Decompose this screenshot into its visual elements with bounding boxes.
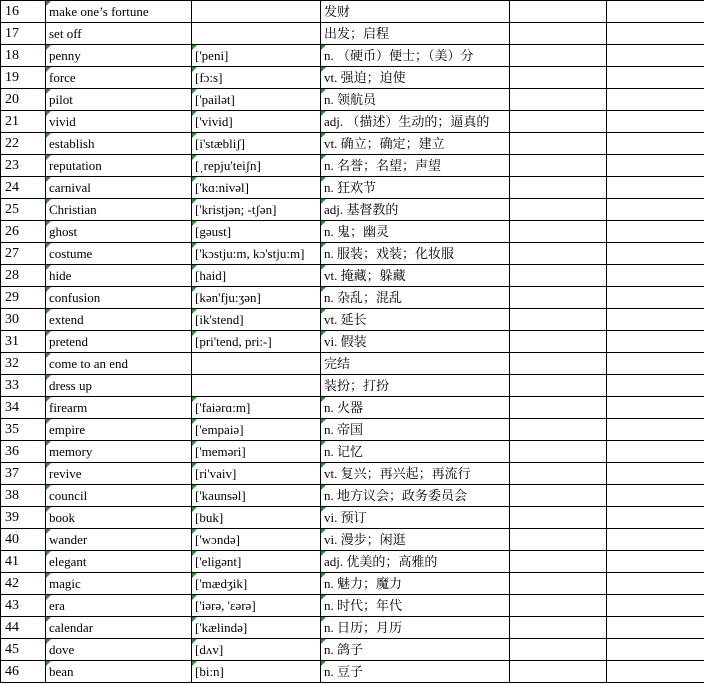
row-number[interactable]: 26 <box>1 221 46 243</box>
empty-cell[interactable] <box>510 353 607 375</box>
phonetic-cell[interactable]: ['mædʒik] <box>192 573 321 595</box>
row-number[interactable]: 22 <box>1 133 46 155</box>
phonetic-cell[interactable]: ['eligənt] <box>192 551 321 573</box>
meaning-cell[interactable]: n. 杂乱；混乱 <box>321 287 510 309</box>
meaning-cell[interactable]: vt. 复兴；再兴起；再流行 <box>321 463 510 485</box>
word-cell[interactable]: memory <box>46 441 192 463</box>
table-row <box>1 507 704 529</box>
table-row <box>1 67 704 89</box>
phonetic-cell[interactable]: [ˌrepju'teiʃn] <box>192 155 321 177</box>
table-row <box>1 397 704 419</box>
empty-cell[interactable] <box>607 133 704 155</box>
phonetic-cell[interactable]: ['kaunsəl] <box>192 485 321 507</box>
word-cell[interactable]: make one’s fortune <box>46 1 192 23</box>
phonetic-cell[interactable] <box>192 23 321 45</box>
empty-cell[interactable] <box>607 111 704 133</box>
empty-cell[interactable] <box>607 1 704 23</box>
table-row <box>1 573 704 595</box>
table-row <box>1 551 704 573</box>
table-row <box>1 331 704 353</box>
empty-cell[interactable] <box>510 111 607 133</box>
empty-cell[interactable] <box>607 595 704 617</box>
phonetic-cell[interactable]: ['vivid] <box>192 111 321 133</box>
meaning-cell[interactable]: n. 服装；戏装；化妆服 <box>321 243 510 265</box>
meaning-cell[interactable]: vi. 预订 <box>321 507 510 529</box>
row-number[interactable]: 46 <box>1 661 46 683</box>
empty-cell[interactable] <box>607 375 704 397</box>
empty-cell[interactable] <box>510 639 607 661</box>
row-number[interactable]: 21 <box>1 111 46 133</box>
row-number[interactable]: 44 <box>1 617 46 639</box>
empty-cell[interactable] <box>607 155 704 177</box>
empty-cell[interactable] <box>607 353 704 375</box>
empty-cell[interactable] <box>510 397 607 419</box>
meaning-cell[interactable]: n. 记忆 <box>321 441 510 463</box>
table-row <box>1 155 704 177</box>
row-number[interactable]: 38 <box>1 485 46 507</box>
empty-cell[interactable] <box>510 45 607 67</box>
table-row <box>1 463 704 485</box>
empty-cell[interactable] <box>510 243 607 265</box>
phonetic-cell[interactable]: [i'stæbliʃ] <box>192 133 321 155</box>
word-cell[interactable]: wander <box>46 529 192 551</box>
empty-cell[interactable] <box>510 133 607 155</box>
empty-cell[interactable] <box>510 551 607 573</box>
word-cell[interactable]: pilot <box>46 89 192 111</box>
phonetic-cell[interactable]: [buk] <box>192 507 321 529</box>
phonetic-cell[interactable]: [bi:n] <box>192 661 321 683</box>
row-number[interactable]: 40 <box>1 529 46 551</box>
phonetic-cell[interactable]: [ik'stend] <box>192 309 321 331</box>
meaning-cell[interactable]: adj. （描述）生动的；逼真的 <box>321 111 510 133</box>
row-number[interactable]: 30 <box>1 309 46 331</box>
empty-cell[interactable] <box>607 419 704 441</box>
meaning-cell[interactable]: n. 名誉；名望；声望 <box>321 155 510 177</box>
table-row <box>1 221 704 243</box>
row-number[interactable]: 17 <box>1 23 46 45</box>
empty-cell[interactable] <box>510 507 607 529</box>
word-cell[interactable]: come to an end <box>46 353 192 375</box>
phonetic-cell[interactable]: ['empaiə] <box>192 419 321 441</box>
empty-cell[interactable] <box>607 507 704 529</box>
meaning-cell[interactable]: vt. 掩藏；躲藏 <box>321 265 510 287</box>
empty-cell[interactable] <box>510 155 607 177</box>
word-cell[interactable]: confusion <box>46 287 192 309</box>
word-cell[interactable]: penny <box>46 45 192 67</box>
word-cell[interactable]: magic <box>46 573 192 595</box>
empty-cell[interactable] <box>607 573 704 595</box>
row-number[interactable]: 16 <box>1 1 46 23</box>
phonetic-cell[interactable]: ['pailət] <box>192 89 321 111</box>
row-number[interactable]: 37 <box>1 463 46 485</box>
table-row <box>1 441 704 463</box>
word-cell[interactable]: pretend <box>46 331 192 353</box>
word-cell[interactable]: dove <box>46 639 192 661</box>
table-row <box>1 595 704 617</box>
word-cell[interactable]: era <box>46 595 192 617</box>
empty-cell[interactable] <box>607 529 704 551</box>
meaning-cell[interactable]: vi. 漫步；闲逛 <box>321 529 510 551</box>
table-row <box>1 177 704 199</box>
row-number[interactable]: 45 <box>1 639 46 661</box>
phonetic-cell[interactable]: [fɔ:s] <box>192 67 321 89</box>
empty-cell[interactable] <box>510 67 607 89</box>
word-cell[interactable]: hide <box>46 265 192 287</box>
phonetic-cell[interactable]: ['faiərɑ:m] <box>192 397 321 419</box>
word-cell[interactable]: set off <box>46 23 192 45</box>
meaning-cell[interactable]: 装扮；打扮 <box>321 375 510 397</box>
empty-cell[interactable] <box>510 89 607 111</box>
empty-cell[interactable] <box>510 661 607 683</box>
table-row <box>1 111 704 133</box>
phonetic-cell[interactable] <box>192 375 321 397</box>
table-row <box>1 1 704 23</box>
empty-cell[interactable] <box>510 331 607 353</box>
table-row <box>1 639 704 661</box>
word-cell[interactable]: extend <box>46 309 192 331</box>
row-number[interactable]: 35 <box>1 419 46 441</box>
table-row <box>1 265 704 287</box>
empty-cell[interactable] <box>510 617 607 639</box>
empty-cell[interactable] <box>607 397 704 419</box>
meaning-cell[interactable]: n. （硬币）便士；（美）分 <box>321 45 510 67</box>
meaning-cell[interactable]: n. 狂欢节 <box>321 177 510 199</box>
word-cell[interactable]: book <box>46 507 192 529</box>
word-cell[interactable]: empire <box>46 419 192 441</box>
table-row <box>1 309 704 331</box>
row-number[interactable]: 20 <box>1 89 46 111</box>
table-row <box>1 529 704 551</box>
word-cell[interactable]: calendar <box>46 617 192 639</box>
empty-cell[interactable] <box>510 265 607 287</box>
meaning-cell[interactable]: n. 地方议会；政务委员会 <box>321 485 510 507</box>
word-cell[interactable]: bean <box>46 661 192 683</box>
empty-cell[interactable] <box>510 529 607 551</box>
word-cell[interactable]: dress up <box>46 375 192 397</box>
word-cell[interactable]: force <box>46 67 192 89</box>
row-number[interactable]: 29 <box>1 287 46 309</box>
empty-cell[interactable] <box>607 661 704 683</box>
empty-cell[interactable] <box>607 309 704 331</box>
row-number[interactable]: 28 <box>1 265 46 287</box>
empty-cell[interactable] <box>607 331 704 353</box>
phonetic-cell[interactable]: ['kristjən; -tʃən] <box>192 199 321 221</box>
empty-cell[interactable] <box>607 265 704 287</box>
row-number[interactable]: 31 <box>1 331 46 353</box>
empty-cell[interactable] <box>510 309 607 331</box>
empty-cell[interactable] <box>510 177 607 199</box>
word-cell[interactable]: elegant <box>46 551 192 573</box>
row-number[interactable]: 43 <box>1 595 46 617</box>
row-number[interactable]: 23 <box>1 155 46 177</box>
empty-cell[interactable] <box>510 199 607 221</box>
phonetic-cell[interactable]: [kən'fju:ʒən] <box>192 287 321 309</box>
meaning-cell[interactable]: n. 豆子 <box>321 661 510 683</box>
phonetic-cell[interactable]: ['peni] <box>192 45 321 67</box>
empty-cell[interactable] <box>607 441 704 463</box>
empty-cell[interactable] <box>510 595 607 617</box>
meaning-cell[interactable]: adj. 优美的；高雅的 <box>321 551 510 573</box>
phonetic-cell[interactable] <box>192 353 321 375</box>
row-number[interactable]: 39 <box>1 507 46 529</box>
table-row <box>1 419 704 441</box>
meaning-cell[interactable]: n. 领航员 <box>321 89 510 111</box>
meaning-cell[interactable]: vt. 强迫；迫使 <box>321 67 510 89</box>
phonetic-cell[interactable]: [pri'tend, pri:-] <box>192 331 321 353</box>
empty-cell[interactable] <box>510 23 607 45</box>
row-number[interactable]: 33 <box>1 375 46 397</box>
word-cell[interactable]: council <box>46 485 192 507</box>
empty-cell[interactable] <box>510 287 607 309</box>
meaning-cell[interactable]: n. 日历；月历 <box>321 617 510 639</box>
meaning-cell[interactable]: n. 帝国 <box>321 419 510 441</box>
meaning-cell[interactable]: 发财 <box>321 1 510 23</box>
empty-cell[interactable] <box>607 89 704 111</box>
table-row <box>1 23 704 45</box>
row-number[interactable]: 42 <box>1 573 46 595</box>
meaning-cell[interactable]: adj. 基督教的 <box>321 199 510 221</box>
row-number[interactable]: 36 <box>1 441 46 463</box>
table-row <box>1 243 704 265</box>
word-cell[interactable]: Christian <box>46 199 192 221</box>
row-number[interactable]: 24 <box>1 177 46 199</box>
word-cell[interactable]: vivid <box>46 111 192 133</box>
phonetic-cell[interactable]: ['kɔstju:m, kɔ'stju:m] <box>192 243 321 265</box>
row-number[interactable]: 27 <box>1 243 46 265</box>
meaning-cell[interactable]: 完结 <box>321 353 510 375</box>
table-row <box>1 45 704 67</box>
phonetic-cell[interactable]: ['kɑ:nivəl] <box>192 177 321 199</box>
word-cell[interactable]: reputation <box>46 155 192 177</box>
row-number[interactable]: 41 <box>1 551 46 573</box>
empty-cell[interactable] <box>510 441 607 463</box>
table-row <box>1 199 704 221</box>
word-cell[interactable]: establish <box>46 133 192 155</box>
empty-cell[interactable] <box>607 287 704 309</box>
empty-cell[interactable] <box>510 221 607 243</box>
table-row <box>1 485 704 507</box>
meaning-cell[interactable]: n. 鬼；幽灵 <box>321 221 510 243</box>
meaning-cell[interactable]: n. 鸽子 <box>321 639 510 661</box>
word-cell[interactable]: costume <box>46 243 192 265</box>
meaning-cell[interactable]: vi. 假装 <box>321 331 510 353</box>
meaning-cell[interactable]: n. 魅力；魔力 <box>321 573 510 595</box>
empty-cell[interactable] <box>510 375 607 397</box>
meaning-cell[interactable]: n. 火器 <box>321 397 510 419</box>
row-number[interactable]: 19 <box>1 67 46 89</box>
table-row <box>1 287 704 309</box>
row-number[interactable]: 34 <box>1 397 46 419</box>
vocabulary-table-body <box>1 1 704 683</box>
empty-cell[interactable] <box>510 573 607 595</box>
table-row <box>1 661 704 683</box>
table-row <box>1 617 704 639</box>
empty-cell[interactable] <box>607 639 704 661</box>
empty-cell[interactable] <box>607 463 704 485</box>
word-cell[interactable]: firearm <box>46 397 192 419</box>
empty-cell[interactable] <box>607 177 704 199</box>
empty-cell[interactable] <box>607 485 704 507</box>
meaning-cell[interactable]: vt. 确立；确定；建立 <box>321 133 510 155</box>
row-number[interactable]: 32 <box>1 353 46 375</box>
phonetic-cell[interactable]: ['meməri] <box>192 441 321 463</box>
empty-cell[interactable] <box>607 45 704 67</box>
word-cell[interactable]: carnival <box>46 177 192 199</box>
phonetic-cell[interactable]: ['iərə, 'εərə] <box>192 595 321 617</box>
row-number[interactable]: 18 <box>1 45 46 67</box>
empty-cell[interactable] <box>607 67 704 89</box>
empty-cell[interactable] <box>510 485 607 507</box>
word-cell[interactable]: ghost <box>46 221 192 243</box>
phonetic-cell[interactable]: ['kælində] <box>192 617 321 639</box>
table-row <box>1 353 704 375</box>
phonetic-cell[interactable]: ['wɔndə] <box>192 529 321 551</box>
phonetic-cell[interactable]: [haid] <box>192 265 321 287</box>
empty-cell[interactable] <box>510 1 607 23</box>
empty-cell[interactable] <box>607 551 704 573</box>
empty-cell[interactable] <box>607 617 704 639</box>
empty-cell[interactable] <box>510 419 607 441</box>
meaning-cell[interactable]: n. 时代；年代 <box>321 595 510 617</box>
table-row <box>1 375 704 397</box>
table-row <box>1 89 704 111</box>
phonetic-cell[interactable] <box>192 1 321 23</box>
meaning-cell[interactable]: vt. 延长 <box>321 309 510 331</box>
meaning-cell[interactable]: 出发；启程 <box>321 23 510 45</box>
row-number[interactable]: 25 <box>1 199 46 221</box>
empty-cell[interactable] <box>607 243 704 265</box>
empty-cell[interactable] <box>607 199 704 221</box>
phonetic-cell[interactable]: [gəust] <box>192 221 321 243</box>
empty-cell[interactable] <box>607 23 704 45</box>
table-row <box>1 133 704 155</box>
empty-cell[interactable] <box>607 221 704 243</box>
phonetic-cell[interactable]: [dʌv] <box>192 639 321 661</box>
phonetic-cell[interactable]: [ri'vaiv] <box>192 463 321 485</box>
word-cell[interactable]: revive <box>46 463 192 485</box>
empty-cell[interactable] <box>510 463 607 485</box>
